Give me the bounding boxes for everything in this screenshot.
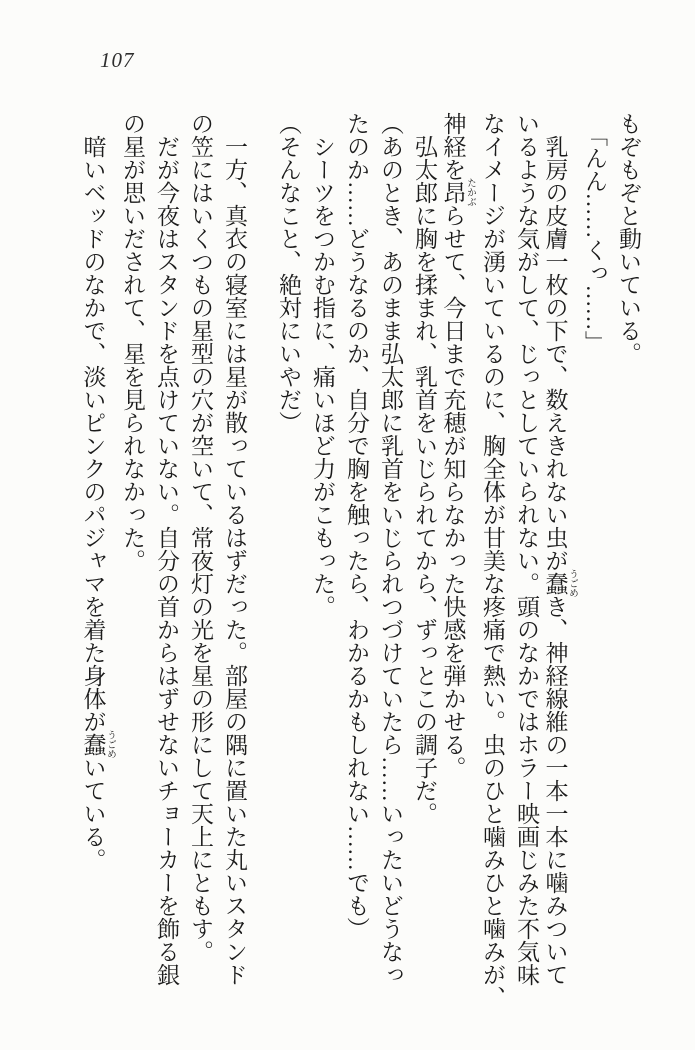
furigana-ruby: 蠢 うごめ xyxy=(542,569,577,598)
text-column: シーツをつかむ指に、痛いほど力がこもった。 xyxy=(310,112,335,618)
furigana-ruby: 蠢 うごめ xyxy=(80,730,115,759)
scene-break-gap xyxy=(251,112,271,1012)
text-column: 弘太郎に胸を揉まれ、乳首をいじられてから、ずっとこの調子だ。 xyxy=(412,112,437,825)
furigana-ruby: 昂 たかぶ xyxy=(440,178,475,207)
text-column: だが今夜はスタンドを点けていない。自分の首からはずせないチョーカーを飾る銀 xyxy=(154,112,179,986)
text-column: の星が思いだされて、星を見られなかった。 xyxy=(120,112,145,572)
text-column: もぞもぞと動いている。 xyxy=(616,112,641,365)
text-column: 乳房の皮膚一枚の下で、数えきれない虫が蠢 うごめき、神経線維の一本一本に噛みついて xyxy=(542,112,577,986)
text-block xyxy=(81,112,645,1012)
text-column: （あのとき、あのまま弘太郎に乳首をいじられつづけていたら……いったいどうなっ xyxy=(378,112,403,986)
text-column: （そんなこと、絶対にいやだ） xyxy=(276,112,301,434)
text-column: たのか……どうなるのか、自分で胸を触ったら、わかるかもしれない……でも） xyxy=(344,112,369,940)
text-column: 神経を昂 たかぶらせて、今日まで充穂が知らなかった快感を弾かせる。 xyxy=(440,112,475,779)
text-column: いるような気がして、じっとしていられない。頭のなかではホラー映画じみた不気味 xyxy=(514,112,539,986)
text-column: なイメージが湧いているのに、胸全体が甘美な疼痛で熱い。虫のひと噛みひと噛みが、 xyxy=(480,112,505,1009)
page-number: 107 xyxy=(100,48,135,72)
text-column: 「んん……くっ……」 xyxy=(582,112,607,354)
text-column: の笠にはいくつもの星型の穴が空いて、常夜灯の光を星の形にして天上にともす。 xyxy=(188,112,213,963)
text-column: 暗いベッドのなかで、淡いピンクのパジャマを着た身体が蠢 うごめいている。 xyxy=(80,112,115,871)
text-column: 一方、真衣の寝室には星が散っているはずだった。部屋の隅に置いた丸いスタンド xyxy=(222,112,247,986)
